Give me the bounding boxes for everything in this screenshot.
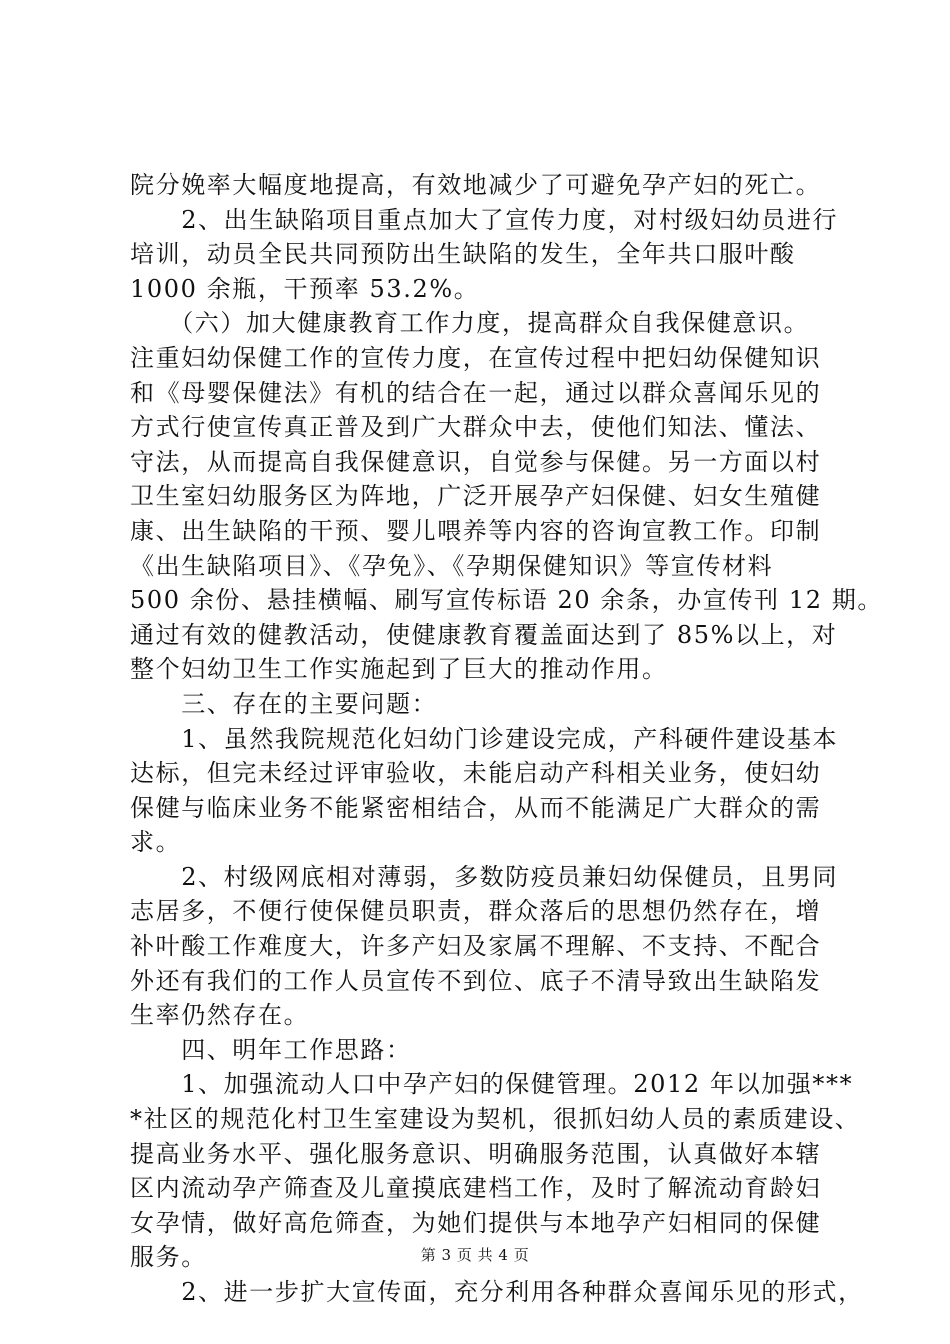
- body-line-2: 2、出生缺陷项目重点加大了宣传力度，对村级妇幼员进行: [130, 205, 839, 234]
- body-line-19: 保健与临床业务不能紧密相结合，从而不能满足广大群众的需: [130, 793, 822, 822]
- body-line-15: 整个妇幼卫生工作实施起到了巨大的推动作用。: [130, 655, 668, 684]
- body-line-8: 方式行使宣传真正普及到广大群众中去，使他们知法、懂法、: [130, 413, 822, 442]
- document-body: [130, 168, 884, 1310]
- body-line-17: 1、虽然我院规范化妇幼门诊建设完成，产科硬件建设基本: [130, 724, 839, 753]
- body-line-22: 志居多，不便行使保健员职责，群众落后的思想仍然存在，增: [130, 897, 822, 926]
- body-line-11: 康、出生缺陷的干预、婴儿喂养等内容的咨询宣教工作。印制: [130, 516, 822, 545]
- body-line-27: 1、加强流动人口中孕产妇的保健管理。2012 年以加强***: [130, 1070, 854, 1099]
- body-line-32: 服务。: [130, 1243, 207, 1272]
- body-line-13: 500 余份、悬挂横幅、刷写宣传标语 20 余条，办宣传刊 12 期。: [130, 586, 884, 615]
- body-line-4: 1000 余瓶，干预率 53.2%。: [130, 274, 480, 303]
- page-number-footer: 第 3 页 共 4 页: [420, 1246, 530, 1264]
- body-line-26: 四、明年工作思路：: [130, 1035, 412, 1064]
- body-line-31: 女孕情，做好高危筛查，为她们提供与本地孕产妇相同的保健: [130, 1208, 822, 1237]
- body-line-29: 提高业务水平、强化服务意识、明确服务范围，认真做好本辖: [130, 1139, 822, 1168]
- body-line-20: 求。: [130, 828, 182, 857]
- body-line-23: 补叶酸工作难度大，许多产妇及家属不理解、不支持、不配合: [130, 932, 822, 961]
- body-line-33: 2、进一步扩大宣传面，充分利用各种群众喜闻乐见的形式，: [130, 1278, 864, 1306]
- body-line-12: 《出生缺陷项目》、《孕免》、《孕期保健知识》等宣传材料: [130, 551, 774, 580]
- body-line-14: 通过有效的健教活动，使健康教育覆盖面达到了 85%以上，对: [130, 620, 838, 649]
- body-line-28: *社区的规范化村卫生室建设为契机，很抓妇幼人员的素质建设、: [130, 1105, 861, 1134]
- body-line-21: 2、村级网底相对薄弱，多数防疫员兼妇幼保健员，且男同: [130, 862, 839, 891]
- body-line-3: 培训，动员全民共同预防出生缺陷的发生，全年共口服叶酸: [130, 240, 796, 269]
- body-line-16: 三、存在的主要问题：: [130, 689, 438, 718]
- body-line-7: 和《母婴保健法》有机的结合在一起，通过以群众喜闻乐见的: [130, 378, 822, 407]
- body-line-5: （六）加大健康教育工作力度，提高群众自我保健意识。: [130, 309, 810, 338]
- body-line-30: 区内流动孕产筛查及儿童摸底建档工作，及时了解流动育龄妇: [130, 1174, 822, 1203]
- body-line-25: 生率仍然存在。: [130, 1001, 310, 1030]
- body-line-24: 外还有我们的工作人员宣传不到位、底子不清导致出生缺陷发: [130, 966, 822, 995]
- body-line-10: 卫生室妇幼服务区为阵地，广泛开展孕产妇保健、妇女生殖健: [130, 482, 822, 511]
- body-line-9: 守法，从而提高自我保健意识，自觉参与保健。另一方面以村: [130, 447, 822, 476]
- body-line-1: 院分娩率大幅度地提高，有效地减少了可避免孕产妇的死亡。: [130, 171, 822, 199]
- body-line-6: 注重妇幼保健工作的宣传力度，在宣传过程中把妇幼保健知识: [130, 343, 822, 372]
- body-line-18: 达标，但完未经过评审验收，未能启动产科相关业务，使妇幼: [130, 759, 822, 788]
